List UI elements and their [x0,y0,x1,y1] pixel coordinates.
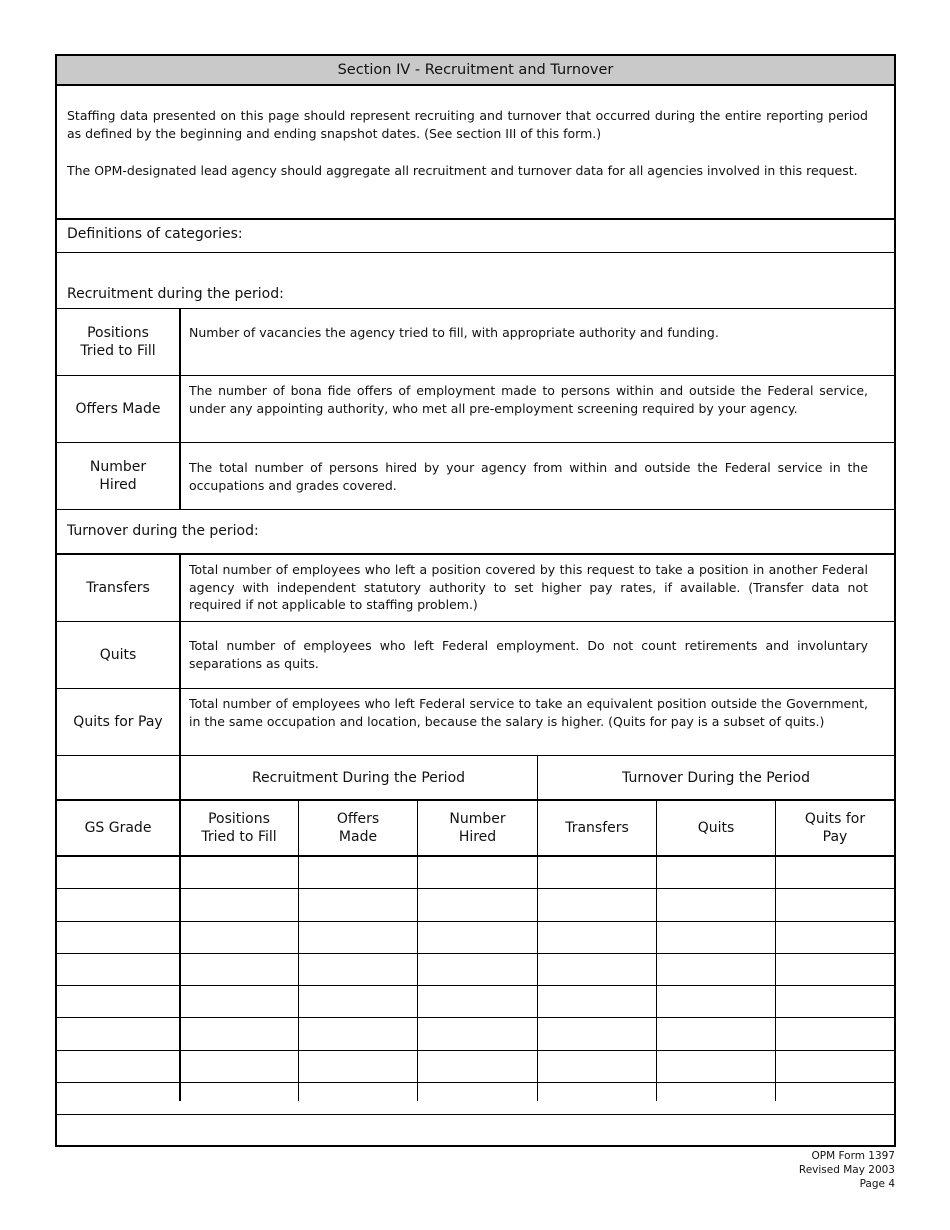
table-cell[interactable] [180,954,298,985]
table-cell[interactable] [299,1115,417,1146]
table-cell[interactable] [180,922,298,953]
table-cell[interactable] [418,986,537,1017]
table-cell[interactable] [538,1018,656,1049]
table-cell[interactable] [776,954,894,985]
divider [57,442,894,443]
group-header-recruitment: Recruitment During the Period [251,769,466,786]
definition-quits: Total number of employees who left Federal employment. Do not count retirements and involuntary separations as quits. [189,638,868,671]
table-cell[interactable] [180,889,298,920]
table-cell[interactable] [57,1115,179,1146]
table-cell[interactable] [657,889,775,920]
table-cell[interactable] [418,889,537,920]
table-cell[interactable] [776,1051,894,1082]
divider [179,308,181,509]
category-transfers: Transfers [86,579,150,596]
table-cell[interactable] [657,986,775,1017]
definitions-heading: Definitions of categories: [67,226,243,242]
table-cell[interactable] [299,1051,417,1082]
divider [57,621,894,622]
table-cell[interactable] [180,857,298,888]
table-cell[interactable] [418,922,537,953]
definition-quits-for-pay: Total number of employees who left Federal service to take an equivalent position outside the Government, in the same occupation and location, because the salary is higher. (Quits for pay is a subset of quits.) [189,696,868,729]
table-cell[interactable] [299,1083,417,1114]
column-header-quits-for-pay: Quits for Pay [804,811,866,845]
turnover-heading: Turnover during the period: [67,523,259,539]
table-cell[interactable] [418,1051,537,1082]
category-quits: Quits [99,647,137,663]
divider [57,252,894,253]
table-cell[interactable] [418,1083,537,1114]
divider [57,218,894,220]
intro-paragraph-1: Staffing data presented on this page should represent recruiting and turnover that occurred during the entire reporting period as defined by the beginning and ending snapshot dates. (See section III of this form.) [67,108,868,141]
table-cell[interactable] [657,954,775,985]
table-cell[interactable] [57,857,179,888]
table-cell[interactable] [57,1051,179,1082]
table-cell[interactable] [538,1051,656,1082]
table-cell[interactable] [538,857,656,888]
table-cell[interactable] [299,857,417,888]
table-cell[interactable] [776,1115,894,1146]
table-cell[interactable] [299,922,417,953]
table-cell[interactable] [57,889,179,920]
column-header-positions-tried-to-fill: Positions Tried to Fill [201,811,277,845]
table-cell[interactable] [538,889,656,920]
table-cell[interactable] [776,1018,894,1049]
group-header-turnover: Turnover During the Period [622,769,810,786]
category-offers-made: Offers Made [75,401,161,417]
table-cell[interactable] [418,1018,537,1049]
table-cell[interactable] [538,986,656,1017]
table-cell[interactable] [418,857,537,888]
table-cell[interactable] [538,1083,656,1114]
table-cell[interactable] [299,889,417,920]
table-cell[interactable] [657,1051,775,1082]
table-cell[interactable] [657,857,775,888]
table-cell[interactable] [657,1115,775,1146]
category-positions-tried-to-fill: Positions Tried to Fill [80,325,156,359]
table-cell[interactable] [180,1051,298,1082]
table-cell[interactable] [180,1083,298,1114]
category-number-hired: Number Hired [89,459,147,493]
table-cell[interactable] [418,1115,537,1146]
table-cell[interactable] [299,986,417,1017]
definition-offers-made: The number of bona fide offers of employment made to persons within and outside the Federal service, under any appointing authority, who met all pre-employment screening required by your agency. [189,383,868,416]
form-number: OPM Form 1397 [811,1150,895,1162]
table-cell[interactable] [57,954,179,985]
table-cell[interactable] [538,954,656,985]
table-cell[interactable] [657,1018,775,1049]
form-footer [695,1149,895,1191]
table-cell[interactable] [57,1018,179,1049]
table-cell[interactable] [776,922,894,953]
column-header-number-hired: Number Hired [449,811,506,845]
table-cell[interactable] [299,954,417,985]
table-cell[interactable] [57,1083,179,1114]
table-cell[interactable] [418,954,537,985]
table-cell[interactable] [776,1083,894,1114]
column-header-offers-made: Offers Made [336,811,380,845]
divider [57,308,894,309]
column-header-gs-grade: GS Grade [84,820,152,836]
definition-transfers: Total number of employees who left a position covered by this request to take a position in another Federal agency with independent statutory authority to set higher pay rates, if available. (Transfer data not required if not applicable to staffing problem.) [189,562,868,612]
table-cell[interactable] [776,986,894,1017]
divider [57,688,894,689]
table-cell[interactable] [776,857,894,888]
page-number: Page 4 [859,1178,895,1190]
column-header-quits: Quits [697,820,735,836]
divider [57,553,894,555]
table-cell[interactable] [299,1018,417,1049]
table-cell[interactable] [180,1115,298,1146]
intro-paragraph-2: The OPM-designated lead agency should aggregate all recruitment and turnover data for all agencies involved in this request. [67,163,858,178]
divider [57,375,894,376]
form-section-iv [55,54,896,1147]
table-cell[interactable] [657,1083,775,1114]
definition-number-hired: The total number of persons hired by your agency from within and outside the Federal service in the occupations and grades covered. [189,460,868,493]
table-cell[interactable] [180,986,298,1017]
table-cell[interactable] [538,922,656,953]
table-cell[interactable] [538,1115,656,1146]
category-quits-for-pay: Quits for Pay [73,714,163,730]
definition-positions-tried-to-fill: Number of vacancies the agency tried to fill, with appropriate authority and funding. [189,325,719,340]
table-cell[interactable] [657,922,775,953]
table-cell[interactable] [776,889,894,920]
section-title: Section IV - Recruitment and Turnover [57,56,894,86]
revision-date: Revised May 2003 [798,1164,895,1176]
table-cell[interactable] [57,922,179,953]
table-cell[interactable] [180,1018,298,1049]
divider [57,509,894,510]
recruitment-heading: Recruitment during the period: [67,286,284,302]
column-header-transfers: Transfers [565,820,629,836]
table-cell[interactable] [57,986,179,1017]
